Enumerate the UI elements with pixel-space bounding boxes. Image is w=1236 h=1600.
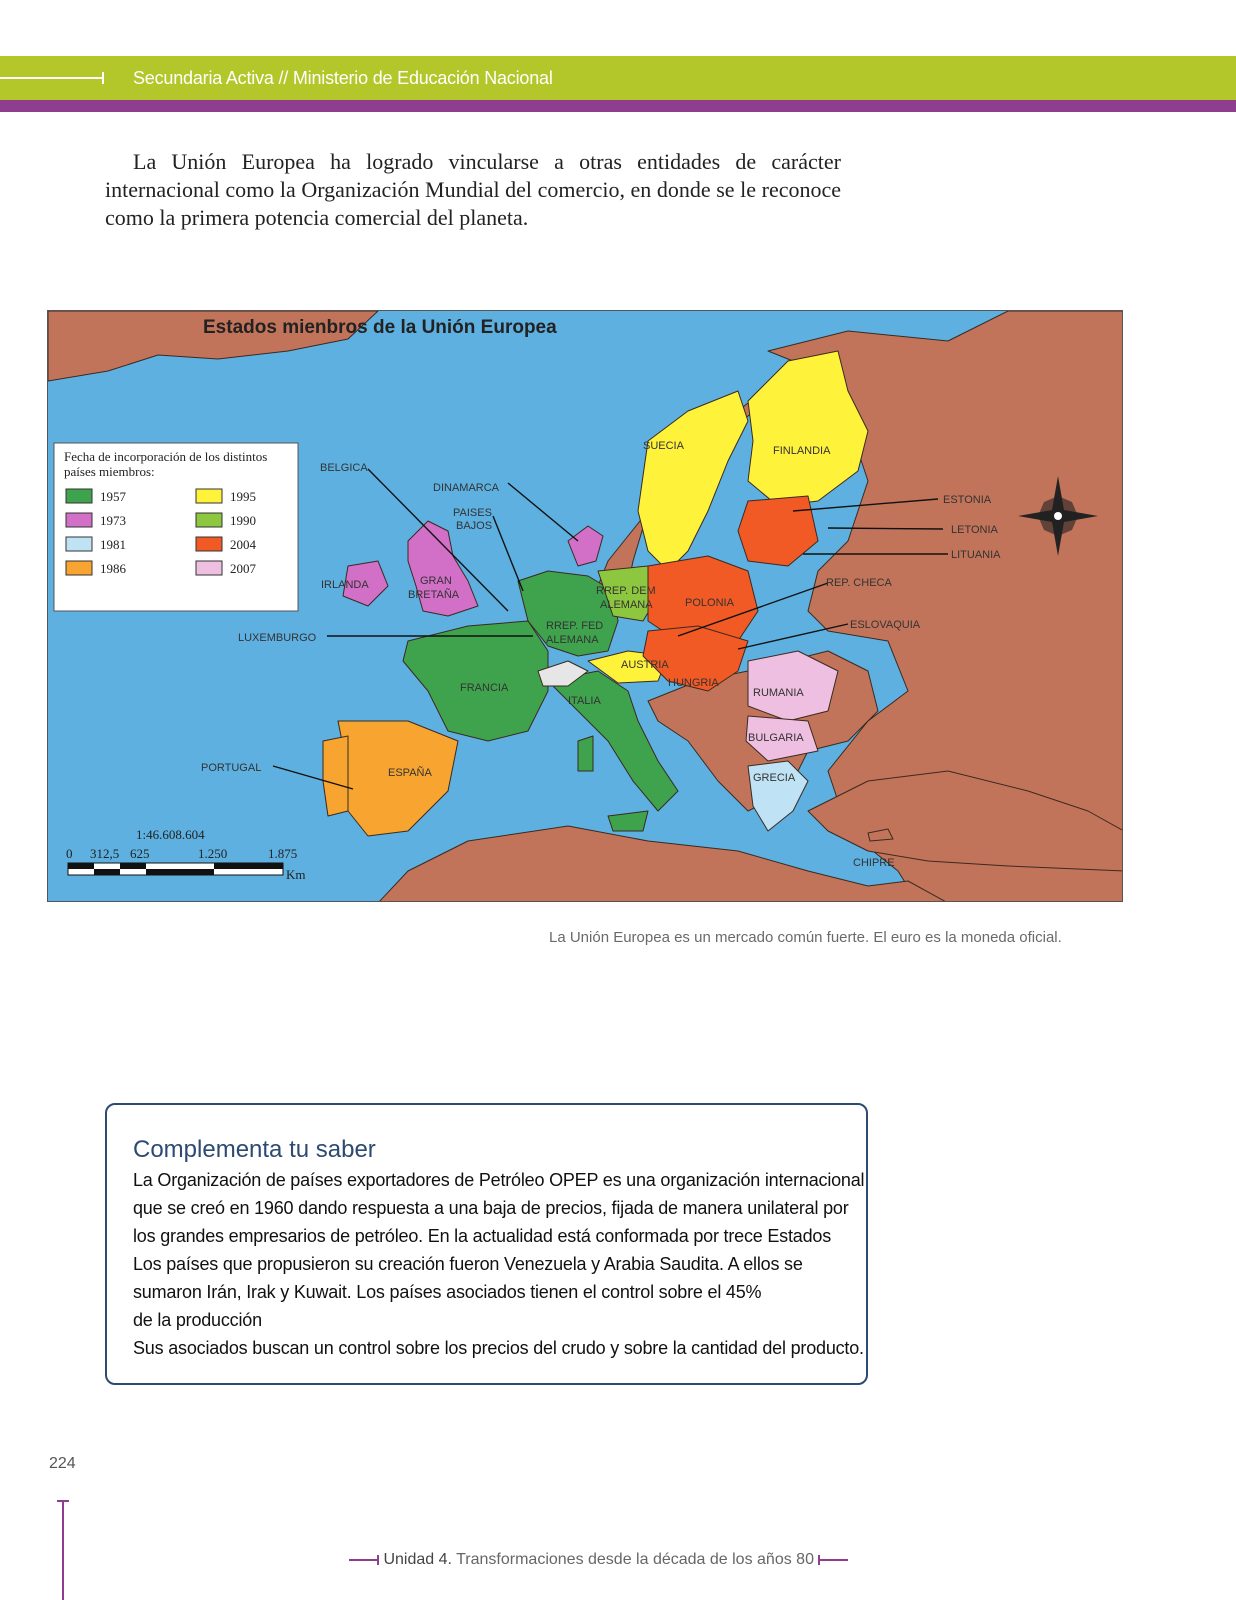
header-rule-tick — [102, 72, 104, 84]
label-rep-checa: REP. CHECA — [826, 577, 892, 589]
map-caption: La Unión Europea es un mercado común fuerte. El euro es la moneda oficial. — [549, 929, 1062, 946]
label-eslovaquia: ESLOVAQUIA — [850, 619, 921, 631]
map-sweden — [638, 391, 748, 571]
info-line: Sus asociados buscan un control sobre los precios del crudo y sobre la cantidad del producto. — [133, 1338, 864, 1358]
info-box-title: Complementa tu saber — [133, 1136, 376, 1163]
page-number: 224 — [49, 1455, 76, 1472]
legend-year-1973: 1973 — [100, 513, 126, 528]
header-purple-stripe — [0, 100, 1236, 112]
map-portugal — [323, 736, 348, 816]
scale-unit: Km — [286, 867, 306, 882]
map-uk — [408, 521, 478, 616]
header-title: Secundaria Activa // Ministerio de Educación Nacional — [133, 68, 553, 88]
label-francia: FRANCIA — [460, 682, 509, 694]
label-rdem-1: RREP. DEM — [596, 585, 656, 597]
legend-swatch-1973 — [66, 513, 92, 527]
eu-member-states-map — [47, 310, 1123, 902]
map-title: Estados mienbros de la Unión Europea — [203, 317, 557, 338]
footer-unit-label: Unidad 4. — [383, 1551, 452, 1568]
map-baltics — [738, 496, 818, 566]
label-rdem-2: ALEMANA — [600, 599, 653, 611]
footer-unit — [349, 1551, 848, 1569]
legend-title-line1: Fecha de incorporación de los distintos — [64, 449, 268, 464]
map-graphic — [48, 311, 1123, 902]
info-line: de la producción — [133, 1310, 262, 1330]
label-rumania: RUMANIA — [753, 687, 804, 699]
label-hungria: HUNGRIA — [668, 677, 719, 689]
scale-tick-0: 0 — [66, 846, 73, 861]
label-suecia: SUECIA — [643, 440, 684, 452]
footer-rule-tick-left — [377, 1555, 379, 1565]
label-paises-bajos-2: BAJOS — [456, 520, 493, 532]
left-margin-rule — [62, 1500, 64, 1600]
label-polonia: POLONIA — [685, 597, 734, 609]
label-belgica: BELGICA — [320, 462, 368, 474]
label-rfed-2: ALEMANA — [546, 634, 599, 646]
footer-rule-right — [820, 1559, 848, 1561]
legend-swatch-1957 — [66, 489, 92, 503]
label-rfed-1: RREP. FED — [546, 620, 604, 632]
map-denmark — [568, 526, 603, 566]
info-box-body — [133, 1166, 865, 1362]
legend-year-1981: 1981 — [100, 537, 126, 552]
legend-title-line2: países miembros: — [64, 464, 155, 479]
info-line: que se creó en 1960 dando respuesta a una baja de precios, fijada de manera unilateral por — [133, 1198, 849, 1218]
legend-swatch-1995 — [196, 489, 222, 503]
scale-tick-2: 625 — [130, 846, 150, 861]
map-france — [403, 621, 548, 741]
legend-year-1990: 1990 — [230, 513, 256, 528]
label-dinamarca: DINAMARCA — [433, 482, 500, 494]
legend-year-1986: 1986 — [100, 561, 126, 576]
label-bulgaria: BULGARIA — [748, 732, 804, 744]
label-gran-2: BRETAÑA — [408, 589, 460, 601]
label-portugal: PORTUGAL — [201, 762, 262, 774]
info-line: los grandes empresarios de petróleo. En la actualidad está conformada por trece Estados — [133, 1226, 832, 1246]
map-legend — [54, 443, 298, 611]
info-line: Los países que propusieron su creación fueron Venezuela y Arabia Saudita. A ellos se — [133, 1254, 803, 1274]
legend-year-2007: 2007 — [230, 561, 256, 576]
header-rule — [0, 77, 104, 79]
info-line: La Organización de países exportadores de Petróleo OPEP es una organización internacional — [133, 1170, 865, 1190]
scale-tick-4: 1.875 — [268, 846, 298, 861]
legend-swatch-2007 — [196, 561, 222, 575]
label-letonia: LETONIA — [951, 524, 998, 536]
info-line: sumaron Irán, Irak y Kuwait. Los países asociados tienen el control sobre el 45% — [133, 1282, 762, 1302]
footer-rule-left — [349, 1559, 377, 1561]
label-luxemburgo: LUXEMBURGO — [238, 632, 317, 644]
scale-ratio: 1:46.608.604 — [136, 827, 205, 842]
legend-swatch-1986 — [66, 561, 92, 575]
label-gran-1: GRAN — [420, 575, 452, 587]
label-italia: ITALIA — [568, 695, 601, 707]
label-espana: ESPAÑA — [388, 767, 432, 779]
label-austria: AUSTRIA — [621, 659, 669, 671]
label-chipre: CHIPRE — [853, 857, 895, 869]
legend-year-1995: 1995 — [230, 489, 256, 504]
label-irlanda: IRLANDA — [321, 579, 369, 591]
legend-year-1957: 1957 — [100, 489, 126, 504]
label-grecia: GRECIA — [753, 772, 796, 784]
label-finlandia: FINLANDIA — [773, 445, 831, 457]
label-estonia: ESTONIA — [943, 494, 992, 506]
label-lituania: LITUANIA — [951, 549, 1001, 561]
map-italy — [548, 671, 678, 811]
legend-year-2004: 2004 — [230, 537, 256, 552]
scale-tick-1: 312,5 — [90, 846, 120, 861]
legend-swatch-1981 — [66, 537, 92, 551]
label-paises-bajos-1: PAISES — [453, 507, 492, 519]
legend-swatch-2004 — [196, 537, 222, 551]
legend-swatch-1990 — [196, 513, 222, 527]
footer-unit-title: Transformaciones desde la década de los años 80 — [456, 1551, 814, 1568]
intro-paragraph: La Unión Europea ha logrado vincularse a otras entidades de carácter internacional como la Organización Mundial del comercio, en donde se le reconoce como la primera potencia comercial del planeta. — [105, 149, 841, 230]
map-scale — [66, 827, 306, 882]
scale-tick-3: 1.250 — [198, 846, 228, 861]
left-margin-rule-tick — [57, 1500, 69, 1502]
